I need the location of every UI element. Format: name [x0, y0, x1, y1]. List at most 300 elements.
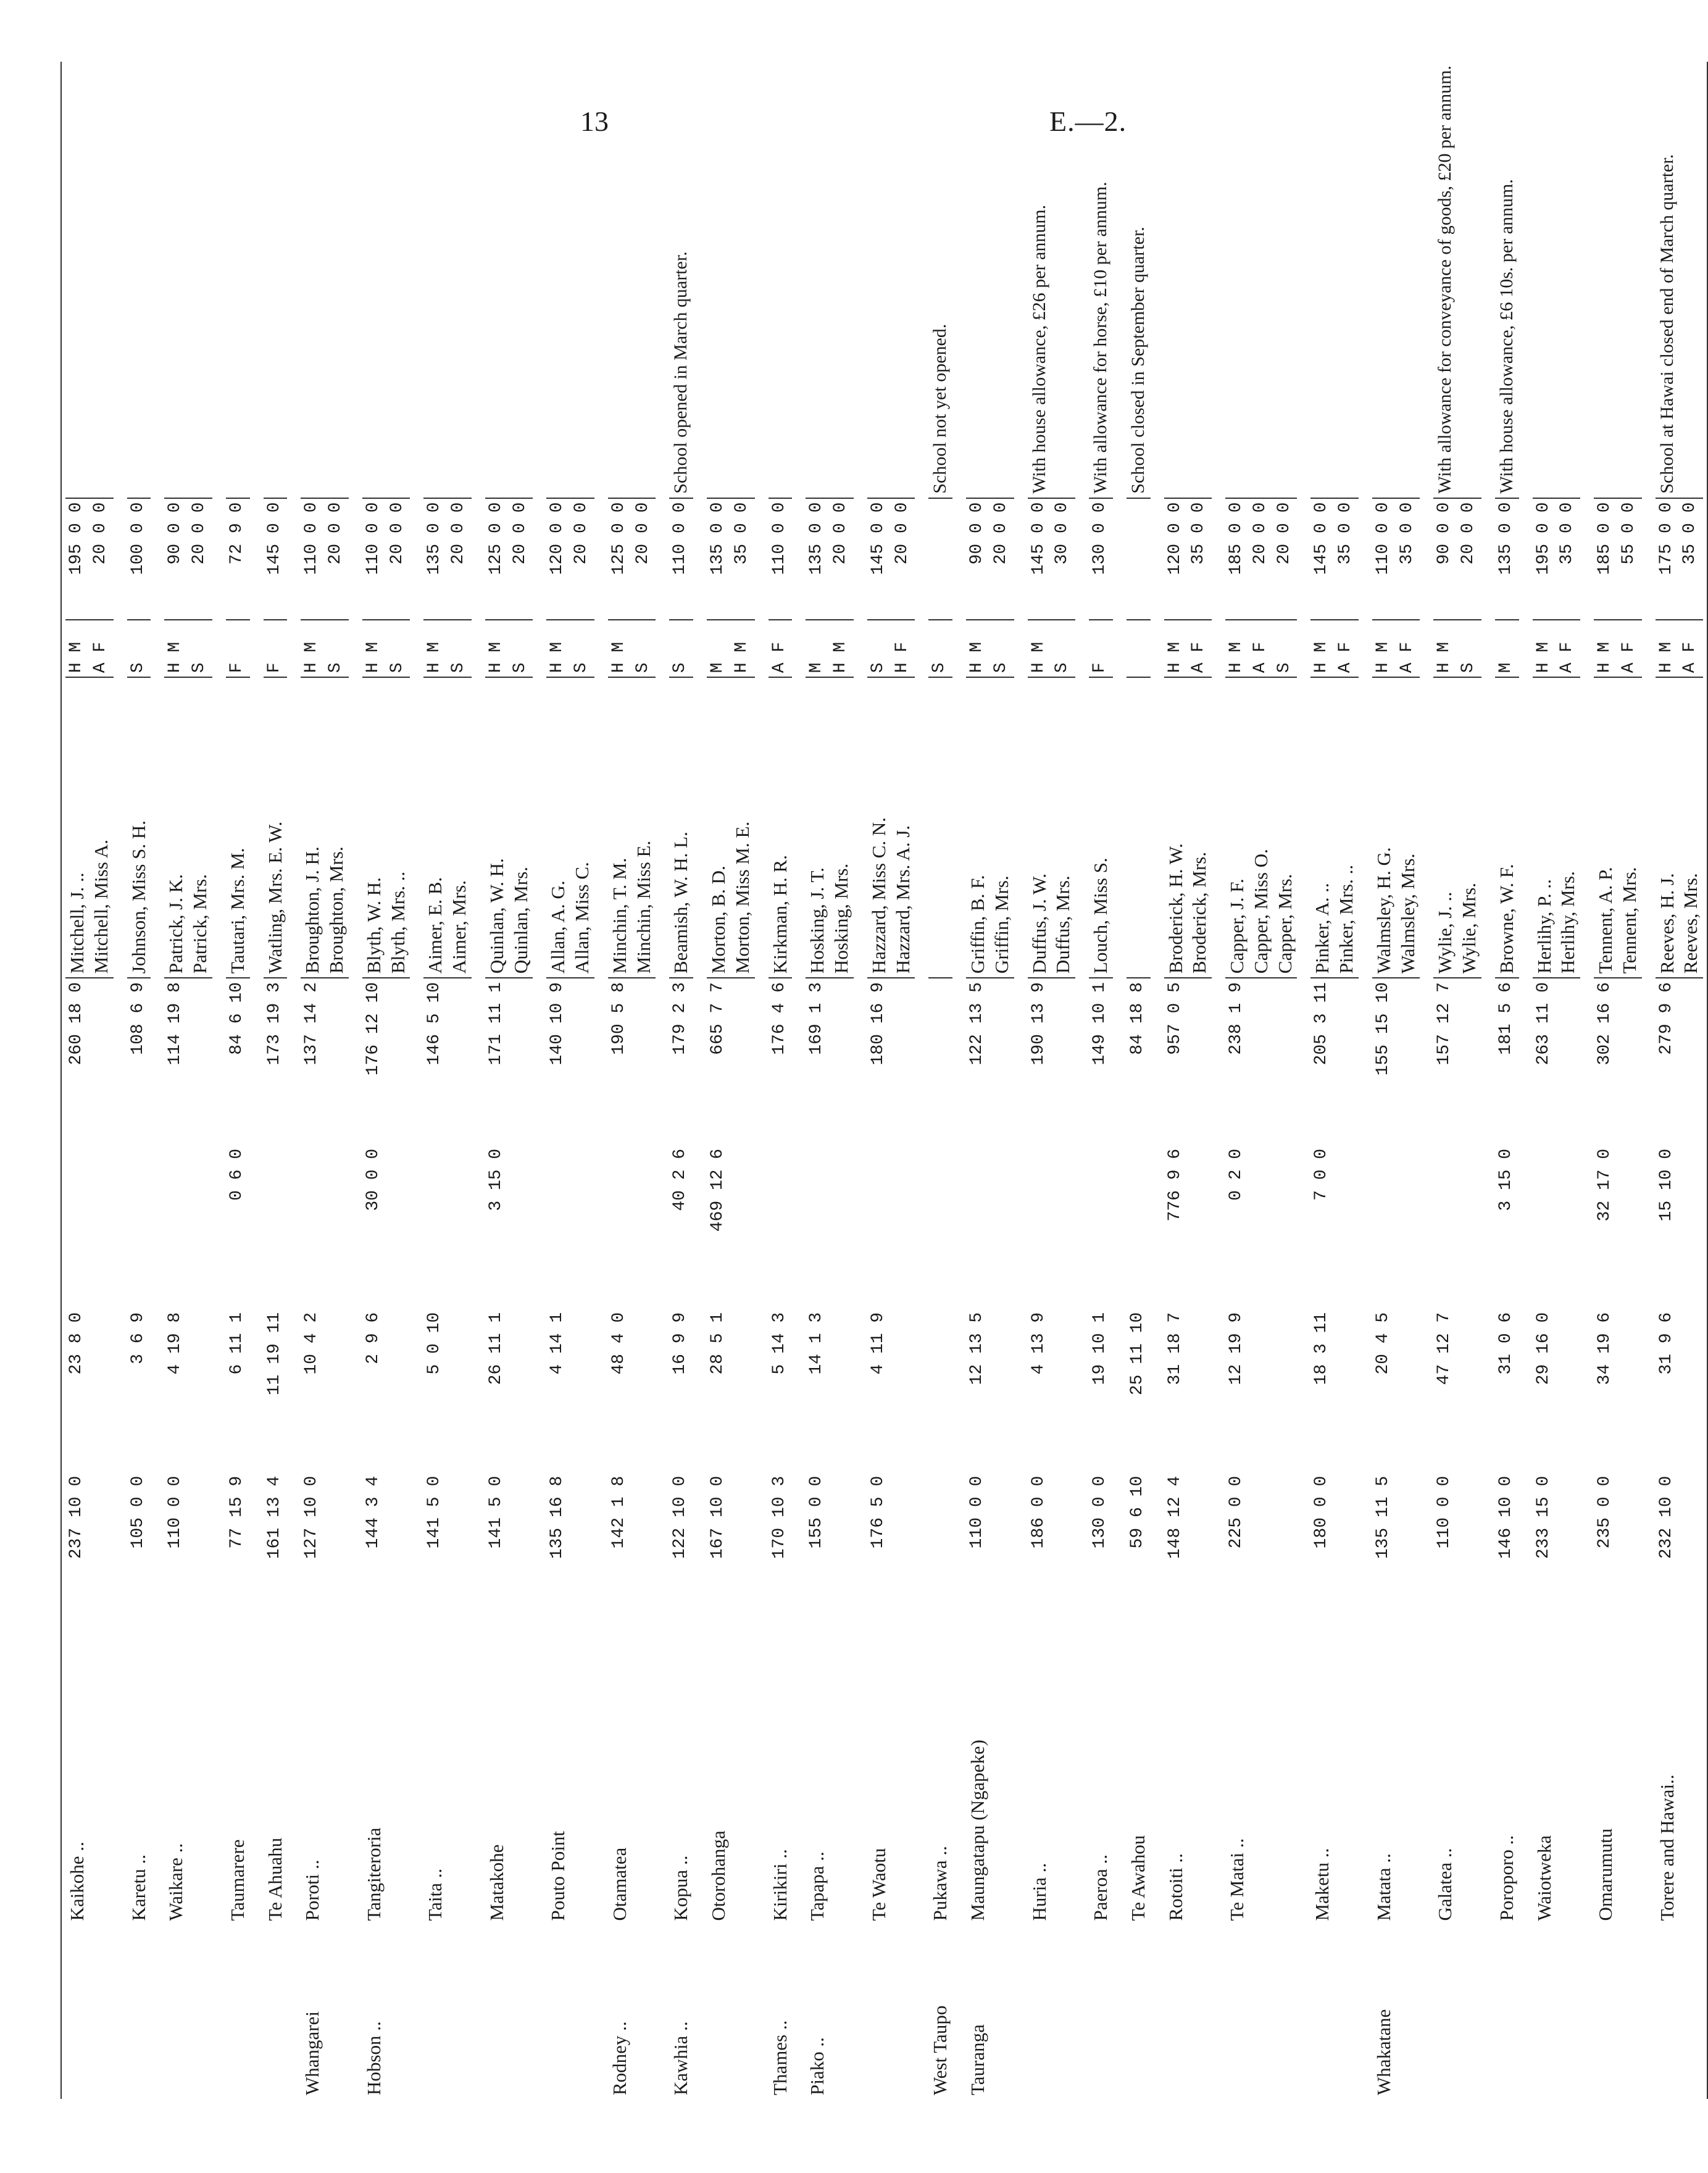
spacer-cell	[915, 62, 928, 2099]
spacer-cell	[533, 62, 546, 2099]
amount-buildings-cell	[1618, 1145, 1642, 1309]
salary-cell: 110 0 0	[769, 498, 793, 620]
school-cell: Pukawa ..	[929, 1846, 951, 1921]
county-cell	[1127, 1925, 1151, 2099]
remarks-cell	[188, 62, 212, 498]
amount-other-cell: 5 0 10	[425, 1312, 444, 1375]
table-row	[1594, 62, 1618, 2099]
teacher-cell: Tautari, Mrs. M.	[226, 677, 250, 978]
row-spacer	[1297, 62, 1310, 2099]
amount-buildings-cell	[891, 1145, 915, 1309]
school-cell	[188, 1636, 212, 1925]
position-cell: M	[1495, 620, 1519, 677]
amount-buildings-cell	[570, 1145, 594, 1309]
position-cell: A F	[769, 620, 793, 677]
position-cell: S	[448, 620, 472, 677]
remarks-cell	[546, 62, 570, 498]
amount-salaries-cell: 148 12 4	[1165, 1475, 1185, 1559]
amount-other-cell	[1249, 1309, 1273, 1472]
position-cell: H M	[1433, 620, 1457, 677]
row-spacer	[1014, 62, 1028, 2099]
table-row	[731, 62, 755, 2099]
row-spacer	[1642, 62, 1656, 2099]
teacher-cell: Hazzard, Miss C. N.	[867, 677, 891, 978]
position-cell: S	[928, 620, 952, 677]
amount-total-cell	[1679, 978, 1703, 1145]
teacher-cell: Duffus, J. W.	[1028, 677, 1052, 978]
county-cell	[707, 1925, 731, 2099]
amount-buildings-cell	[867, 1145, 891, 1309]
salary-cell: 185 0 0	[1225, 498, 1249, 620]
remarks-cell	[1310, 62, 1335, 498]
amount-other-cell: 16 9 9	[670, 1312, 690, 1375]
remarks-cell	[423, 62, 448, 498]
remarks-cell	[1556, 62, 1580, 498]
position-cell: S	[867, 620, 891, 677]
school-cell: Te Waotu	[867, 1848, 889, 1921]
county-cell: Hobson ..	[362, 2021, 385, 2095]
position-cell: M	[707, 620, 731, 677]
school-cell	[1556, 1636, 1580, 1925]
table-row	[1656, 62, 1680, 2099]
row-spacer	[151, 62, 164, 2099]
teacher-cell: Beamish, W. H. L.	[669, 677, 693, 978]
amount-buildings-cell	[127, 1145, 151, 1309]
salary-cell: 135 0 0	[423, 498, 448, 620]
table-row	[928, 62, 952, 2099]
amount-salaries-cell	[1618, 1472, 1642, 1636]
school-cell: Maketu ..	[1311, 1848, 1333, 1921]
amount-buildings-cell: 0 2 0	[1227, 1148, 1246, 1201]
row-spacer	[1359, 62, 1372, 2099]
school-cell: Waikare ..	[165, 1843, 187, 1921]
amount-buildings-cell	[1273, 1145, 1298, 1309]
county-cell	[891, 1925, 915, 2099]
amount-salaries-cell: 127 10 0	[302, 1475, 322, 1559]
table-top-rule	[61, 62, 65, 2099]
county-cell	[188, 1925, 212, 2099]
table-row	[1127, 62, 1151, 2099]
school-cell	[830, 1636, 854, 1925]
spacer-cell	[1481, 62, 1495, 2099]
amount-other-cell: 12 13 5	[967, 1312, 986, 1385]
row-spacer	[1519, 62, 1533, 2099]
amount-buildings-cell: 776 9 6	[1165, 1148, 1185, 1222]
teacher-cell: Broughton, Mrs.	[325, 677, 349, 978]
remarks-cell	[1335, 62, 1359, 498]
teacher-cell: Reeves, H. J.	[1656, 677, 1680, 978]
amount-total-cell: 176 12 10	[363, 982, 383, 1076]
amount-other-cell	[1457, 1309, 1481, 1472]
remarks-cell	[769, 62, 793, 498]
table-row	[769, 62, 793, 2099]
amount-salaries-cell: 233 15 0	[1533, 1475, 1553, 1559]
table-bottom-rule	[1703, 62, 1707, 2099]
amount-salaries-cell	[830, 1472, 854, 1636]
position-cell: F	[1089, 620, 1113, 677]
position-cell: H M	[164, 620, 188, 677]
school-cell: Poroti ..	[301, 1859, 323, 1921]
school-cell: Omarumutu	[1594, 1828, 1616, 1921]
amount-buildings-cell	[1396, 1145, 1420, 1309]
table-row	[264, 62, 288, 2099]
amount-buildings-cell	[1028, 1145, 1052, 1309]
spacer-cell	[114, 62, 127, 2099]
position-cell: H M	[608, 620, 632, 677]
county-cell: West Taupo	[929, 2005, 951, 2095]
amount-total-cell	[90, 978, 114, 1145]
table-row	[1533, 62, 1557, 2099]
position-cell: H F	[891, 620, 915, 677]
county-cell	[1249, 1925, 1273, 2099]
amount-buildings-cell	[188, 1145, 212, 1309]
amount-salaries-cell	[1396, 1472, 1420, 1636]
position-cell: A F	[1556, 620, 1580, 677]
table-row	[362, 62, 386, 2099]
amount-buildings-cell	[608, 1145, 632, 1309]
teacher-cell: Broderick, Mrs.	[1188, 677, 1212, 978]
remarks-cell	[485, 62, 509, 498]
amount-other-cell: 31 18 7	[1165, 1312, 1185, 1385]
salary-cell: 125 0 0	[485, 498, 509, 620]
county-cell: Tauranga	[967, 2024, 988, 2095]
county-cell	[1433, 1925, 1457, 2099]
remarks-cell: School opened in March quarter.	[669, 62, 693, 498]
county-cell	[325, 1925, 349, 2099]
amount-salaries-cell: 135 16 8	[548, 1475, 567, 1559]
amount-total-cell	[1396, 978, 1420, 1145]
amount-salaries-cell: 170 10 3	[769, 1475, 789, 1559]
amount-salaries-cell: 105 0 0	[128, 1475, 148, 1549]
teacher-cell: Capper, Miss O.	[1249, 677, 1273, 978]
county-cell	[485, 1925, 509, 2099]
salary-cell: 135 0 0	[806, 498, 830, 620]
school-cell: Taumarere	[226, 1839, 248, 1921]
amount-salaries-cell	[731, 1472, 755, 1636]
table-row	[990, 62, 1014, 2099]
county-cell	[546, 1925, 570, 2099]
amount-buildings-cell: 0 6 0	[227, 1148, 246, 1201]
spacer-cell	[1212, 62, 1225, 2099]
county-cell	[90, 1925, 114, 2099]
remarks-cell	[448, 62, 472, 498]
amount-other-cell: 23 8 0	[67, 1312, 86, 1375]
salary-cell: 120 0 0	[1164, 498, 1188, 620]
salary-cell: 135 0 0	[1495, 498, 1519, 620]
amount-other-cell	[1273, 1309, 1298, 1472]
amount-buildings-cell	[1335, 1145, 1359, 1309]
remarks-cell	[1225, 62, 1249, 498]
amount-total-cell: 149 10 1	[1090, 982, 1109, 1066]
amount-total-cell	[928, 978, 952, 1145]
amount-buildings-cell	[830, 1145, 854, 1309]
remarks-cell	[830, 62, 854, 498]
teacher-cell: Griffin, B. F.	[966, 677, 990, 978]
amount-other-cell	[1556, 1309, 1580, 1472]
salary-cell: 145 0 0	[264, 498, 288, 620]
salary-cell: 120 0 0	[546, 498, 570, 620]
amount-buildings-cell	[325, 1145, 349, 1309]
amount-other-cell: 34 19 6	[1595, 1312, 1614, 1385]
salary-cell: 145 0 0	[1028, 498, 1052, 620]
school-cell: Kopua ..	[670, 1855, 692, 1921]
amount-salaries-cell	[928, 1472, 952, 1636]
school-cell: Te Awahou	[1127, 1835, 1149, 1921]
amount-buildings-cell	[1051, 1145, 1075, 1309]
school-cell	[448, 1636, 472, 1925]
county-cell	[1335, 1925, 1359, 2099]
salary-cell: 20 0 0	[891, 498, 915, 620]
school-cell	[1051, 1636, 1075, 1925]
school-cell: Karetu ..	[127, 1854, 149, 1921]
school-cell: Otamatea	[608, 1847, 630, 1921]
table-row	[707, 62, 731, 2099]
teacher-cell: Allan, A. G.	[546, 677, 570, 978]
remarks-cell	[164, 62, 188, 498]
teacher-cell: Mitchell, Miss A.	[90, 677, 114, 978]
spacer-cell	[250, 62, 264, 2099]
amount-salaries-cell	[1556, 1472, 1580, 1636]
amount-buildings-cell	[65, 1145, 90, 1309]
school-cell: Kaikohe ..	[66, 1841, 88, 1921]
amount-salaries-cell: 176 5 0	[868, 1475, 888, 1549]
table-row	[90, 62, 114, 2099]
salary-cell: 185 0 0	[1594, 498, 1618, 620]
county-cell	[386, 1925, 410, 2099]
table-row	[509, 62, 533, 2099]
school-cell: Te Matai ..	[1226, 1838, 1248, 1921]
remarks-cell	[1618, 62, 1642, 498]
amount-other-cell: 47 12 7	[1435, 1312, 1454, 1385]
county-cell	[1594, 1925, 1618, 2099]
amount-total-cell	[731, 978, 755, 1145]
position-cell: H M	[1028, 620, 1052, 677]
row-spacer	[250, 62, 264, 2099]
spacer-cell	[854, 62, 867, 2099]
amount-salaries-cell: 235 0 0	[1595, 1475, 1614, 1549]
row-spacer	[1420, 62, 1433, 2099]
amount-buildings-cell	[264, 1145, 288, 1309]
amount-other-cell	[1335, 1309, 1359, 1472]
teacher-cell: Capper, Mrs.	[1273, 677, 1298, 978]
amount-total-cell: 181 5 6	[1496, 982, 1515, 1055]
position-cell: H M	[1225, 620, 1249, 677]
table-row	[188, 62, 212, 2099]
remarks-cell	[1594, 62, 1618, 498]
row-spacer	[1481, 62, 1495, 2099]
row-spacer	[1075, 62, 1089, 2099]
salary-cell	[928, 498, 952, 620]
amount-salaries-cell	[1051, 1472, 1075, 1636]
spacer-cell	[1359, 62, 1372, 2099]
salary-cell: 145 0 0	[1310, 498, 1335, 620]
county-cell	[1273, 1925, 1298, 2099]
position-cell: A F	[90, 620, 114, 677]
table-row	[386, 62, 410, 2099]
remarks-cell	[1372, 62, 1396, 498]
table-row	[1457, 62, 1481, 2099]
school-cell	[1396, 1636, 1420, 1925]
position-cell: S	[127, 620, 151, 677]
row-spacer	[410, 62, 423, 2099]
amount-other-cell	[1396, 1309, 1420, 1472]
spacer-cell	[287, 62, 301, 2099]
school-cell	[325, 1636, 349, 1925]
amount-other-cell: 28 5 1	[708, 1312, 727, 1375]
amount-other-cell	[928, 1309, 952, 1472]
amount-total-cell	[1457, 978, 1481, 1145]
position-cell: A F	[1618, 620, 1642, 677]
remarks-cell	[1396, 62, 1420, 498]
table-row	[669, 62, 693, 2099]
table-row	[1433, 62, 1457, 2099]
county-cell: Rodney ..	[608, 2021, 630, 2095]
table-row	[632, 62, 656, 2099]
remarks-cell	[301, 62, 325, 498]
teacher-cell: Herlihy, P. ..	[1533, 677, 1557, 978]
amount-salaries-cell: 237 10 0	[67, 1475, 86, 1559]
school-cell	[632, 1636, 656, 1925]
amount-salaries-cell	[448, 1472, 472, 1636]
county-cell	[570, 1925, 594, 2099]
amount-salaries-cell	[632, 1472, 656, 1636]
teacher-cell: Watling, Mrs. E. W.	[264, 677, 288, 978]
amount-total-cell	[1335, 978, 1359, 1145]
rule-cell	[1703, 62, 1707, 2099]
amount-buildings-cell	[1372, 1145, 1396, 1309]
amount-total-cell	[448, 978, 472, 1145]
row-spacer	[792, 62, 806, 2099]
row-spacer	[1212, 62, 1225, 2099]
position-cell: H M	[731, 620, 755, 677]
position-cell: H M	[1594, 620, 1618, 677]
amount-total-cell: 108 6 9	[128, 982, 148, 1055]
table-row	[1273, 62, 1298, 2099]
amount-buildings-cell	[1457, 1145, 1481, 1309]
school-cell	[891, 1636, 915, 1925]
amount-salaries-cell: 144 3 4	[363, 1475, 383, 1549]
amount-total-cell	[891, 978, 915, 1145]
amount-other-cell: 25 11 10	[1127, 1312, 1147, 1396]
amount-other-cell: 19 10 1	[1090, 1312, 1109, 1385]
remarks-cell: With house allowance, £26 per annum.	[1028, 62, 1052, 498]
salary-cell: 20 0 0	[1249, 498, 1273, 620]
amount-buildings-cell: 30 0 0	[363, 1148, 383, 1211]
amount-other-cell: 26 11 1	[486, 1312, 506, 1385]
salary-cell: 35 0 0	[1556, 498, 1580, 620]
row-spacer	[915, 62, 928, 2099]
salary-cell: 20 0 0	[830, 498, 854, 620]
salary-cell: 175 0 0	[1656, 498, 1680, 620]
salary-cell: 20 0 0	[990, 498, 1014, 620]
table-row	[164, 62, 188, 2099]
salary-cell: 20 0 0	[1273, 498, 1298, 620]
county-cell: Kawhia ..	[670, 2021, 692, 2095]
spacer-cell	[1075, 62, 1089, 2099]
spacer-cell	[1014, 62, 1028, 2099]
position-cell: S	[509, 620, 533, 677]
county-cell	[632, 1925, 656, 2099]
amount-total-cell	[325, 978, 349, 1145]
amount-other-cell: 6 11 1	[227, 1312, 246, 1375]
school-cell	[90, 1636, 114, 1925]
spacer-cell	[1519, 62, 1533, 2099]
table-row	[1051, 62, 1075, 2099]
teacher-cell: Mitchell, J. ..	[65, 677, 90, 978]
amount-salaries-cell: 180 0 0	[1312, 1475, 1331, 1549]
teacher-cell: Wylie, Mrs.	[1457, 677, 1481, 978]
county-cell	[731, 1925, 755, 2099]
amount-total-cell	[1051, 978, 1075, 1145]
amount-other-cell: 4 11 9	[868, 1312, 888, 1375]
spacer-cell	[410, 62, 423, 2099]
amount-total-cell	[1618, 978, 1642, 1145]
table-row	[1249, 62, 1273, 2099]
county-cell	[226, 1925, 250, 2099]
remarks-cell	[867, 62, 891, 498]
school-cell: Otorohanga	[707, 1830, 729, 1921]
position-cell: A F	[1188, 620, 1212, 677]
amount-salaries-cell	[1679, 1472, 1703, 1636]
position-cell: A F	[1679, 620, 1703, 677]
amount-total-cell: 84 18 8	[1127, 982, 1147, 1055]
salary-cell: 20 0 0	[90, 498, 114, 620]
remarks-cell	[731, 62, 755, 498]
teacher-cell	[1127, 677, 1151, 978]
school-cell	[1273, 1636, 1298, 1925]
amount-total-cell: 260 18 0	[67, 982, 86, 1066]
position-cell: S	[1051, 620, 1075, 677]
spacer-cell	[472, 62, 485, 2099]
amount-salaries-cell: 110 0 0	[165, 1475, 185, 1549]
table-row	[1335, 62, 1359, 2099]
amount-buildings-cell	[1679, 1145, 1703, 1309]
amount-buildings-cell	[448, 1145, 472, 1309]
amount-salaries-cell: 167 10 0	[708, 1475, 727, 1559]
school-cell: Paeroa ..	[1089, 1854, 1111, 1921]
amount-salaries-cell	[386, 1472, 410, 1636]
amount-other-cell: 18 3 11	[1312, 1312, 1331, 1385]
school-cell	[509, 1636, 533, 1925]
county-cell	[1396, 1925, 1420, 2099]
table-row	[891, 62, 915, 2099]
teacher-cell: Griffin, Mrs.	[990, 677, 1014, 978]
salary-cell	[1127, 498, 1151, 620]
row-spacer	[755, 62, 769, 2099]
amount-buildings-cell	[90, 1145, 114, 1309]
school-cell	[731, 1636, 755, 1925]
amount-buildings-cell	[1089, 1145, 1113, 1309]
amount-buildings-cell	[1533, 1145, 1557, 1309]
amount-buildings-cell	[301, 1145, 325, 1309]
position-cell: F	[226, 620, 250, 677]
remarks-cell	[806, 62, 830, 498]
teacher-cell: Broderick, H. W.	[1164, 677, 1188, 978]
salary-cell: 110 0 0	[362, 498, 386, 620]
amount-buildings-cell	[386, 1145, 410, 1309]
salary-cell: 55 0 0	[1618, 498, 1642, 620]
teacher-cell: Morton, B. D.	[707, 677, 731, 978]
position-cell: A F	[1335, 620, 1359, 677]
amount-other-cell: 4 19 8	[165, 1312, 185, 1375]
row-spacer	[594, 62, 608, 2099]
amount-total-cell: 957 0 5	[1165, 982, 1185, 1055]
teacher-cell: Herlihy, Mrs.	[1556, 677, 1580, 978]
remarks-cell	[966, 62, 990, 498]
position-cell: H M	[1372, 620, 1396, 677]
teacher-cell: Minchin, T. M.	[608, 677, 632, 978]
school-cell: Maungatapu (Ngapeke)	[967, 1740, 988, 1921]
